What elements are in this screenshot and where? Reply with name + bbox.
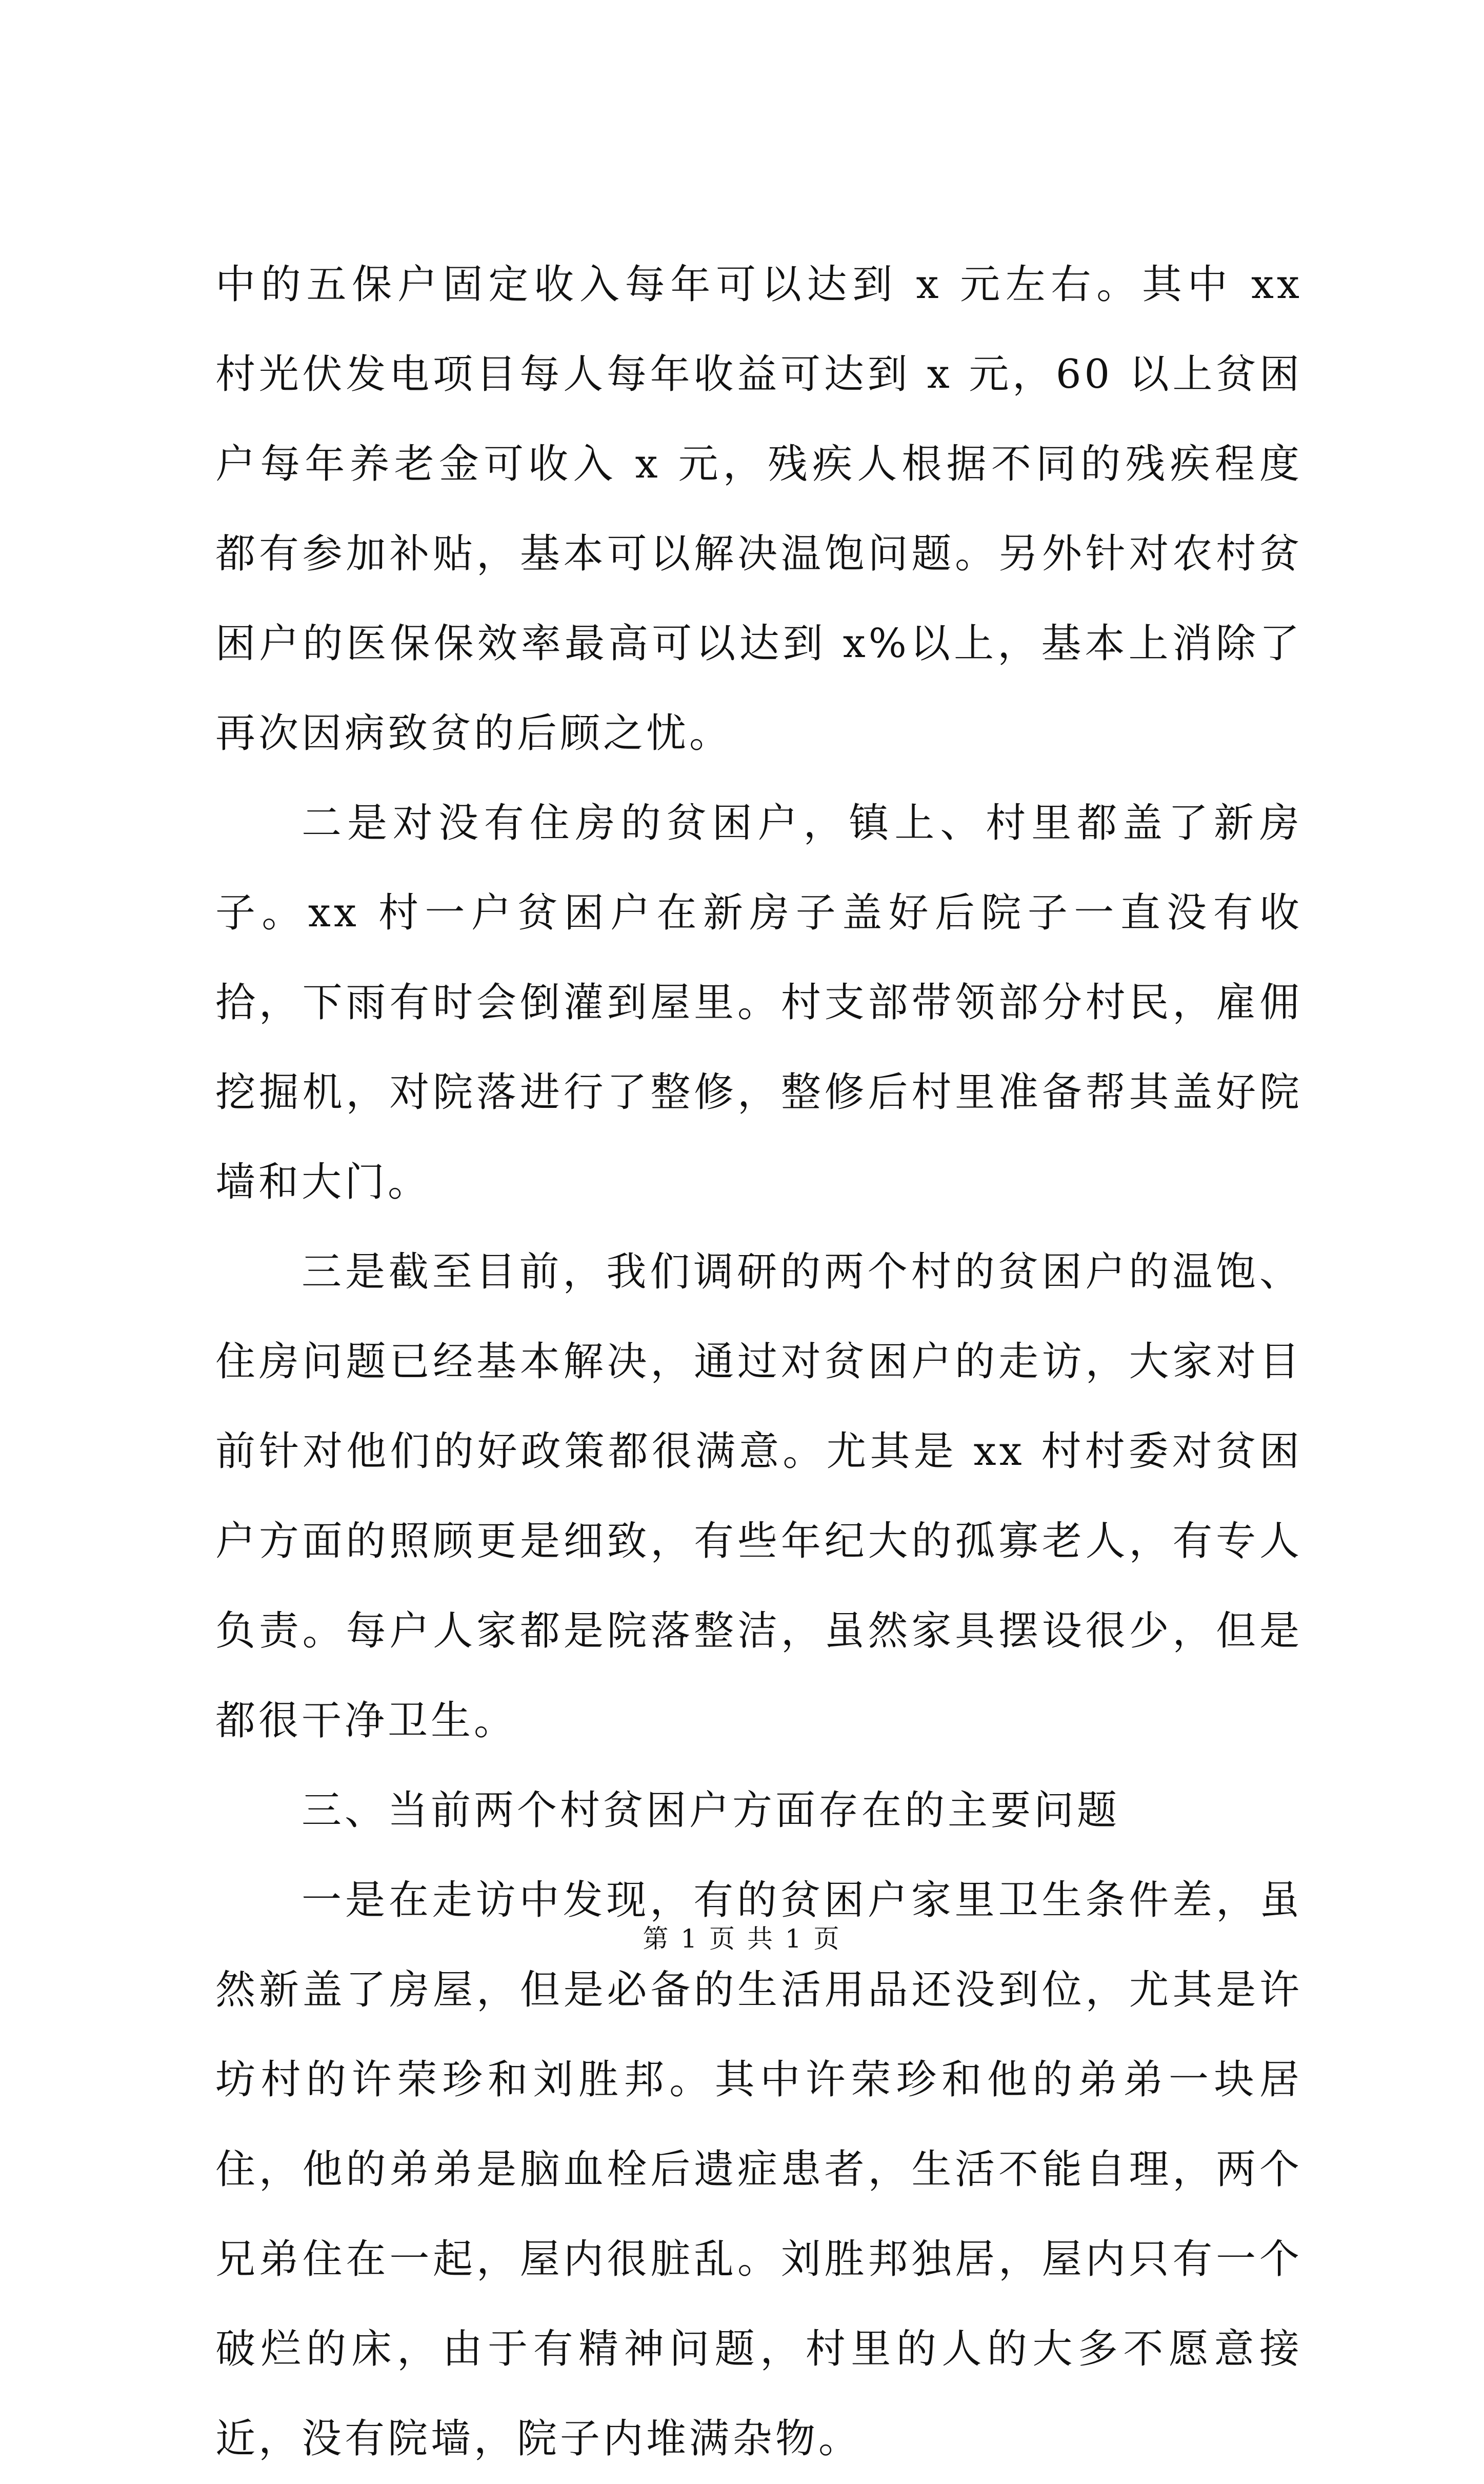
- section-heading: 三、当前两个村贫困户方面存在的主要问题: [302, 1787, 1120, 1834]
- paragraph-problems: 一是在走访中发现，有的贫困户家里卫生条件差，虽然新盖了房屋，但是必备的生活用品还没到位，尤其是许坊村的许荣珍和刘胜邦。其中许荣珍和他的弟弟一块居住，他的弟弟是脑血栓后遗症患者，生活不能自理，两个兄弟住在一起，屋内很脏乱。刘胜邦独居，屋内只有一个破烂的床，由于有精神问题，村里的人的大多不愿意接近，没有院墙，院子内堆满杂物。: [215, 1877, 1302, 2462]
- paragraph-housing: 二是对没有住房的贫困户，镇上、村里都盖了新房子。xx 村一户贫困户在新房子盖好后院子一直没有收拾，下雨有时会倒灌到屋里。村支部带领部分村民，雇佣挖掘机，对院落进行了整修，整修后村里准备帮其盖好院墙和大门。: [215, 800, 1302, 1205]
- paragraph-continuation: 中的五保户固定收入每年可以达到 x 元左右。其中 xx 村光伏发电项目每人每年收益可达到 x 元，60 以上贫困户每年养老金可收入 x 元，残疾人根据不同的残疾程度都有参加补贴，基本可以解决温饱问题。另外针对农村贫困户的医保保效率最高可以达到 x%以上，基本上消除了再次因病致贫的后顾之忧。: [215, 262, 1302, 757]
- document-body: [215, 240, 1302, 2484]
- paragraph-status: 三是截至目前，我们调研的两个村的贫困户的温饱、住房问题已经基本解决，通过对贫困户的走访，大家对目前针对他们的好政策都很满意。尤其是 xx 村村委对贫困户方面的照顾更是细致，有些年纪大的孤寡老人，有专人负责。每户人家都是院落整洁，虽然家具摆设很少，但是都很干净卫生。: [215, 1249, 1302, 1744]
- page-footer: 第 1 页 共 1 页: [643, 1924, 841, 1954]
